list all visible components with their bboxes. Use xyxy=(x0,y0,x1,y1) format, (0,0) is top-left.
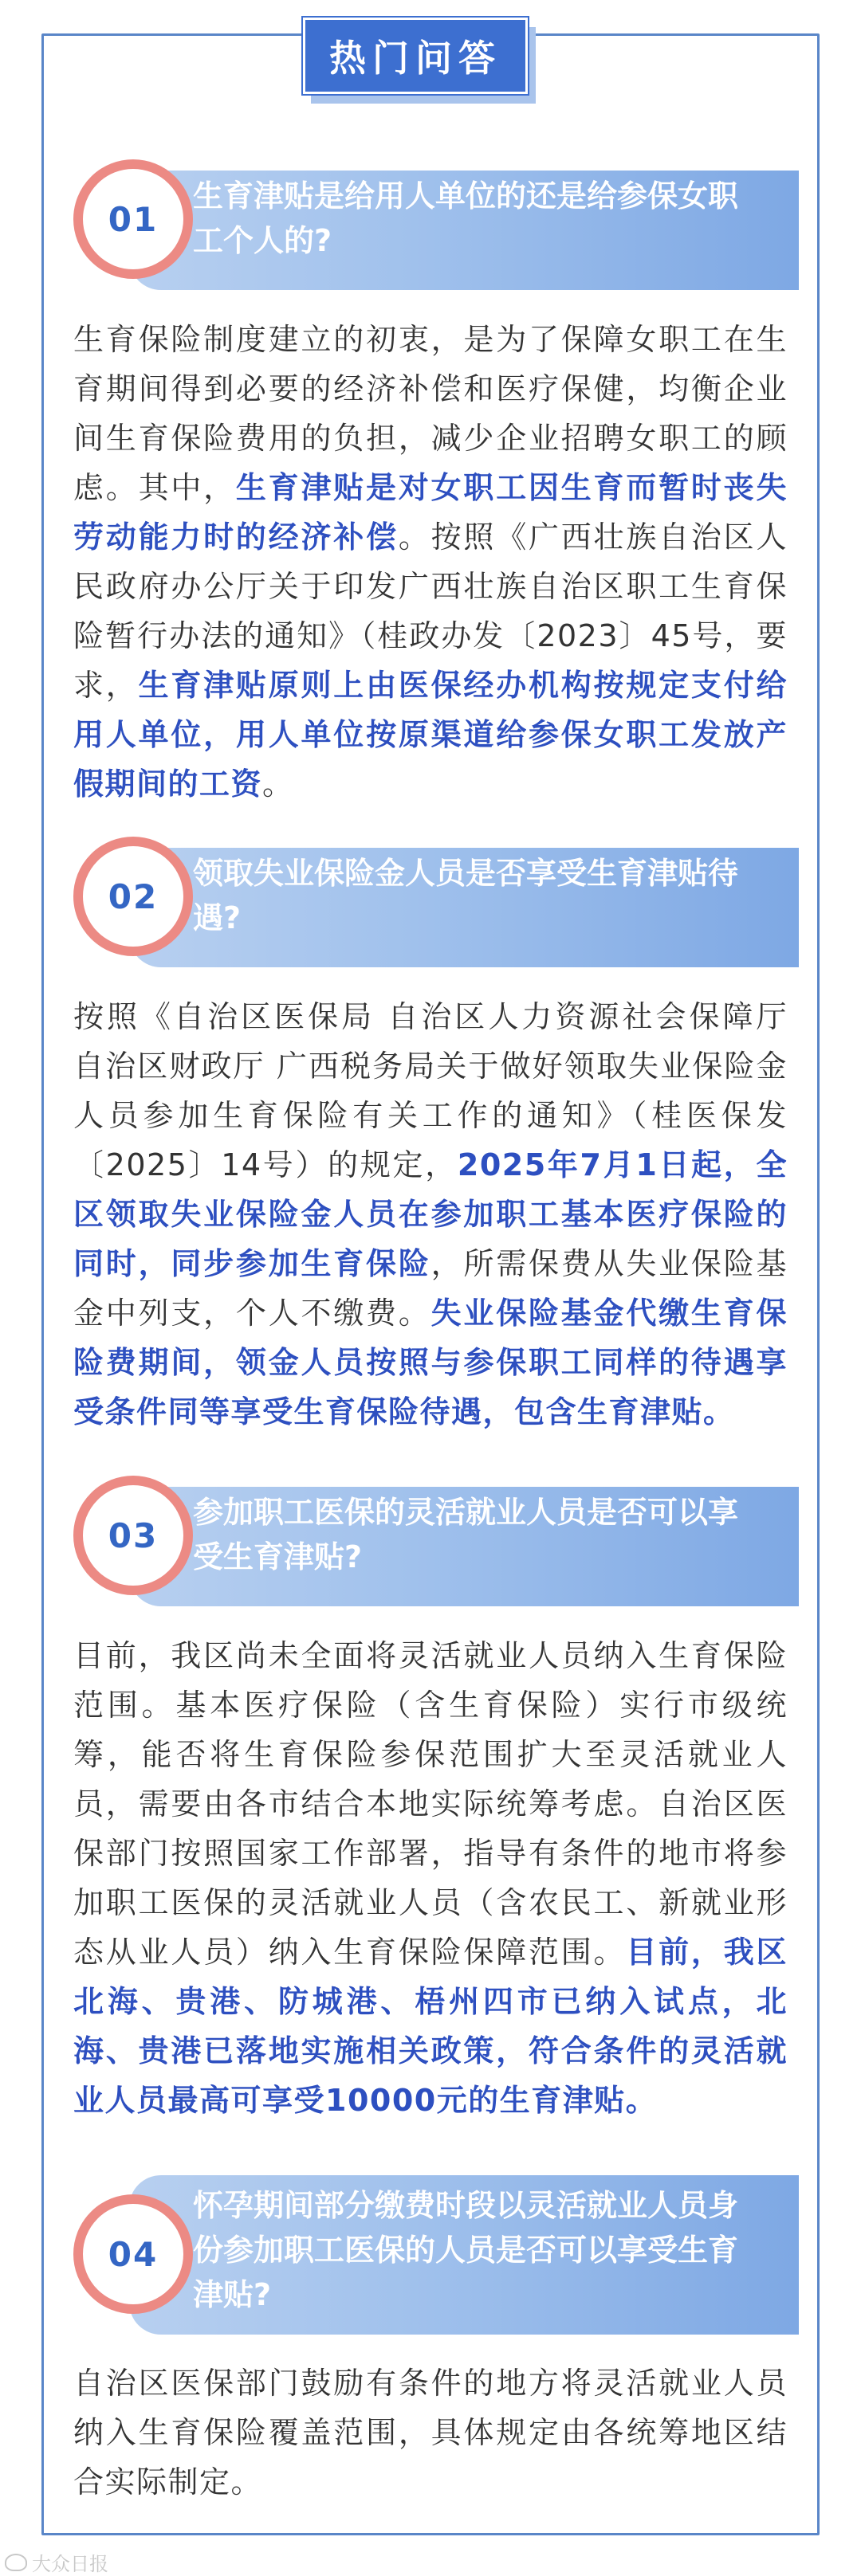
answer-highlight-text: 失业保险基金代缴生育保险费期间，领金人员按照与参保职工同样的待遇享受条件同等享受生育保险待遇，包含生育津贴。 xyxy=(73,1296,788,1429)
question-text: 怀孕期间部分缴费时段以灵活就业人员身份参加职工医保的人员是否可以享受生育津贴? xyxy=(193,2188,739,2312)
answer-text: 自治区医保部门鼓励有条件的地方将灵活就业人员纳入生育保险覆盖范围，具体规定由各统筹地区结合实际制定。 xyxy=(73,2366,788,2500)
answer-text: 生育保险制度建立的初衷，是为了保障女职工在生育期间得到必要的经济补偿和医疗保健，均衡企业间生育保险费用的负担，减少企业招聘女职工的顾虑。其中， xyxy=(73,322,788,505)
answer-3 xyxy=(73,1631,788,2125)
answer-text: ，所需保费从失业保险基金中列支，个人不缴费。 xyxy=(73,1246,788,1331)
question-number-badge: 03 xyxy=(73,1476,193,1595)
question-text: 参加职工医保的灵活就业人员是否可以享受生育津贴? xyxy=(193,1495,739,1574)
page-title: 热门问答 xyxy=(303,18,528,94)
answer-highlight-text: 生育津贴是对女职工因生育而暂时丧失劳动能力时的经济补偿 xyxy=(73,470,788,555)
answer-2 xyxy=(73,992,788,1437)
answer-highlight-text: 生育津贴原则上由医保经办机构按规定支付给用人单位，用人单位按原渠道给参保女职工发放产假期间的工资 xyxy=(73,668,788,802)
question-number-badge: 02 xyxy=(73,837,193,956)
section-title xyxy=(303,18,542,107)
answer-highlight-text: 2025年7月1日起，全区领取失业保险金人员在参加职工基本医疗保险的同时，同步参加生育保险 xyxy=(73,1147,788,1281)
question-header-2 xyxy=(73,837,807,978)
question-header-4 xyxy=(73,2167,807,2343)
answer-highlight-text: 目前，我区北海、贵港、防城港、梧州四市已纳入试点，北海、贵港已落地实施相关政策，符合条件的灵活就业人员最高可享受10000元的生育津贴。 xyxy=(73,1935,788,2118)
question-header-3 xyxy=(73,1476,807,1617)
watermark-text: 大众日报 xyxy=(32,2553,108,2575)
answer-text: 。 xyxy=(262,767,294,802)
answer-text: 。按照《广西壮族自治区人民政府办公厅关于印发广西壮族自治区职工生育保险暂行办法的通知》（桂政办发〔2023〕45号，要求， xyxy=(73,520,788,703)
answer-text: 目前，我区尚未全面将灵活就业人员纳入生育保险范围。基本医疗保险（含生育保险）实行市级统筹，能否将生育保险参保范围扩大至灵活就业人员，需要由各市结合本地实际统筹考虑。自治区医保部门按照国家工作部署，指导有条件的地市将参加职工医保的灵活就业人员（含农民工、新就业形态从业人员）纳入生育保险保障范围。 xyxy=(73,1638,788,1970)
watermark xyxy=(5,2548,108,2576)
question-header-1 xyxy=(73,159,807,301)
question-number-badge: 01 xyxy=(73,159,193,279)
answer-1 xyxy=(73,315,788,809)
weibo-icon xyxy=(5,2554,27,2571)
question-number-badge: 04 xyxy=(73,2194,193,2314)
question-text: 领取失业保险金人员是否享受生育津贴待遇? xyxy=(193,856,739,935)
answer-text: 按照《自治区医保局 自治区人力资源社会保障厅 自治区财政厅 广西税务局关于做好领取失业保险金人员参加生育保险有关工作的通知》（桂医保发〔2025〕14号）的规定， xyxy=(73,999,788,1182)
question-text: 生育津贴是给用人单位的还是给参保女职工个人的? xyxy=(193,178,739,258)
answer-4 xyxy=(73,2358,788,2507)
